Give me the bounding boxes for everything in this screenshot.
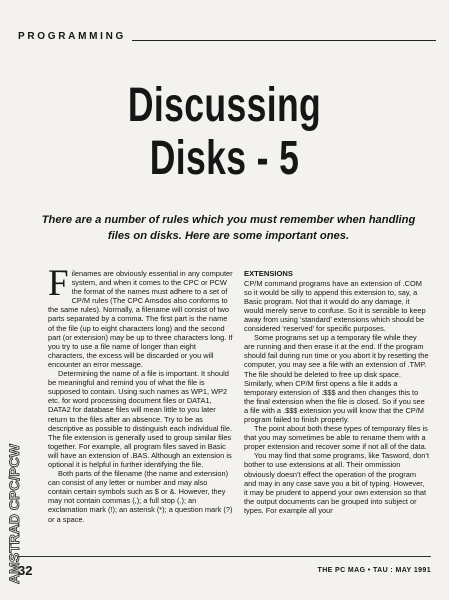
paragraph-text: ilenames are obviously essential in any computer system, and when it comes to the CPC or PCW the format of the names must adhere to a set of CP/M rules (The CPC Amsdos also conforms to the same rules). Normally, a filename will consist of two parts separated by a comma. The first part is the name of the file (up to eight characters long) and the second part (or extension) may be up to three characters long. If you try to use a file name of longer than eight characters, the excess will be discarded or you will encounter an error message. [48, 269, 233, 369]
page-number: 32 [18, 563, 33, 578]
left-column [48, 269, 233, 551]
section-label: PROGRAMMING [18, 30, 132, 44]
drop-cap: F [48, 269, 69, 304]
paragraph: Some programs set up a temporary file while they are running and then erase it at the end. If the program should fail during run time or you abort it by resetting the computer, you may see a file with an extension of .TMP. The file should be deleted to free up disk space. Similarly, when CP/M first opens a file it adds a temporary extension of .$$$ and then changes this to the final extension when the file is closed. So if you see a file with a .$$$ extension you will know that the CP/M program failed to finish properly. [244, 333, 429, 424]
article-intro: There are a number of rules which you must remember when handling files on disks. Here are some important ones. [41, 214, 416, 242]
article-title-line-1: Discussing [127, 79, 322, 132]
subheading-extensions: EXTENSIONS [244, 269, 293, 278]
paragraph: CP/M command programs have an extension of .COM so it would be silly to append this extension to, say, a Basic program. Not that it would do any damage, it would merely serve to confuse. So it is sensible to keep away from using ‘standard’ extensions which should be considered ‘reserved’ for specific purposes. [244, 278, 426, 334]
right-column [244, 269, 429, 551]
paragraph: Determining the name of a file is important. It should be meaningful and remind you of what the file is supposed to contain. Using such names as WP1, WP2 etc. for word processing document files or DATA1, DATA2 for database files will mean little to you later return to the files after an absence. Try to be as descriptive as possible to distinguish each individual file. The file extension is generally used to group similar files together. For example, all program files saved in Basic will have an extension of .BAS. Although an extension is optional it is helpful in further identifying the file. [48, 369, 233, 469]
vertical-sidebar-label [3, 418, 25, 586]
article-body [48, 269, 430, 551]
sidebar-svg [3, 418, 25, 586]
paragraph: Both parts of the filename (the name and extension) can consist of any letter or number and may also contain certain symbols such as $ or &. However, they may not contain commas (,); a full stop (.); an exclamation mark (!); an asterisk (*); a question mark (?) or a space. [48, 469, 233, 524]
paragraph [48, 269, 233, 369]
footer-rule [18, 556, 431, 557]
article-title-line-2: Disks - 5 [149, 132, 300, 185]
running-header [18, 30, 436, 44]
sidebar-text: AMSTRAD CPC/PCW [6, 444, 22, 584]
publication-line: THE PC MAG • TAU : MAY 1991 [317, 567, 431, 574]
paragraph: You may find that some programs, like Tasword, don’t bother to use extensions at all. Their ommission obviously doesn’t effect the operation of the program and may in any case save you a bit of typing. However, it may be prudent to append your own extension so that the output documents can be grouped into subject or types. For example all your [244, 451, 429, 515]
paragraph: The point about both these types of temporary files is that you may sometimes be able to rename them with a proper extension and recover some if not all of the data. [244, 424, 428, 452]
